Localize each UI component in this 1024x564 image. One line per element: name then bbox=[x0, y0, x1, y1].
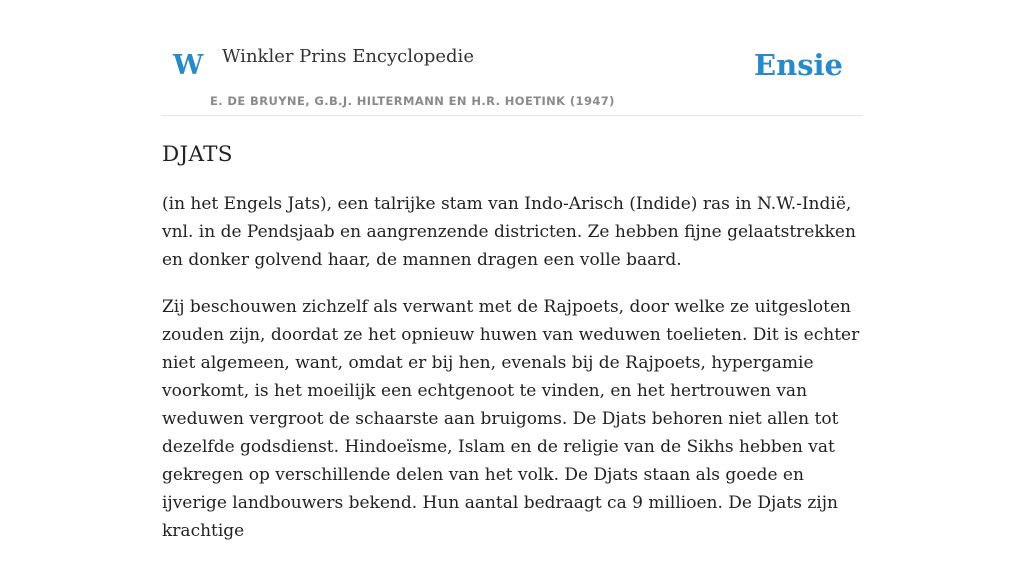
source-header bbox=[162, 0, 862, 116]
article-body bbox=[162, 138, 862, 564]
ensie-brand-logo[interactable]: Ensie bbox=[754, 48, 843, 82]
source-title-link[interactable]: Winkler Prins Encyclopedie bbox=[222, 46, 474, 67]
source-authors: E. DE BRUYNE, G.B.J. HILTERMANN EN H.R. HOETINK (1947) bbox=[210, 94, 615, 108]
source-logo-icon[interactable]: W bbox=[173, 50, 204, 81]
article-title: DJATS bbox=[162, 142, 233, 167]
article-paragraph-1: (in het Engels Jats), een talrijke stam van Indo-Arisch (Indide) ras in N.W.-Indië, vnl. in de Pendsjaab en aangrenzende districten. Ze hebben fijne gelaatstrekken en donker golvend haar, de mannen dragen een volle baard. bbox=[162, 194, 856, 270]
article-paragraph-2: Zij beschouwen zichzelf als verwant met de Rajpoets, door welke ze uitgesloten zouden zijn, doordat ze het opnieuw huwen van weduwen toelieten. Dit is echter niet algemeen, want, omdat er bij hen, evenals bij de Rajpoets, hypergamie voorkomt, is het moeilijk een echtgenoot te vinden, en het hertrouwen van weduwen vergroot de schaarste aan bruigoms. De Djats behoren niet allen tot dezelfde godsdienst. Hindoeïsme, Islam en de religie van de Sikhs hebben vat gekregen op verschillende delen van het volk. De Djats staan als goede en ijverige landbouwers bekend. Hun aantal bedraagt ca 9 millioen. De Djats zijn krachtige bbox=[162, 297, 860, 541]
